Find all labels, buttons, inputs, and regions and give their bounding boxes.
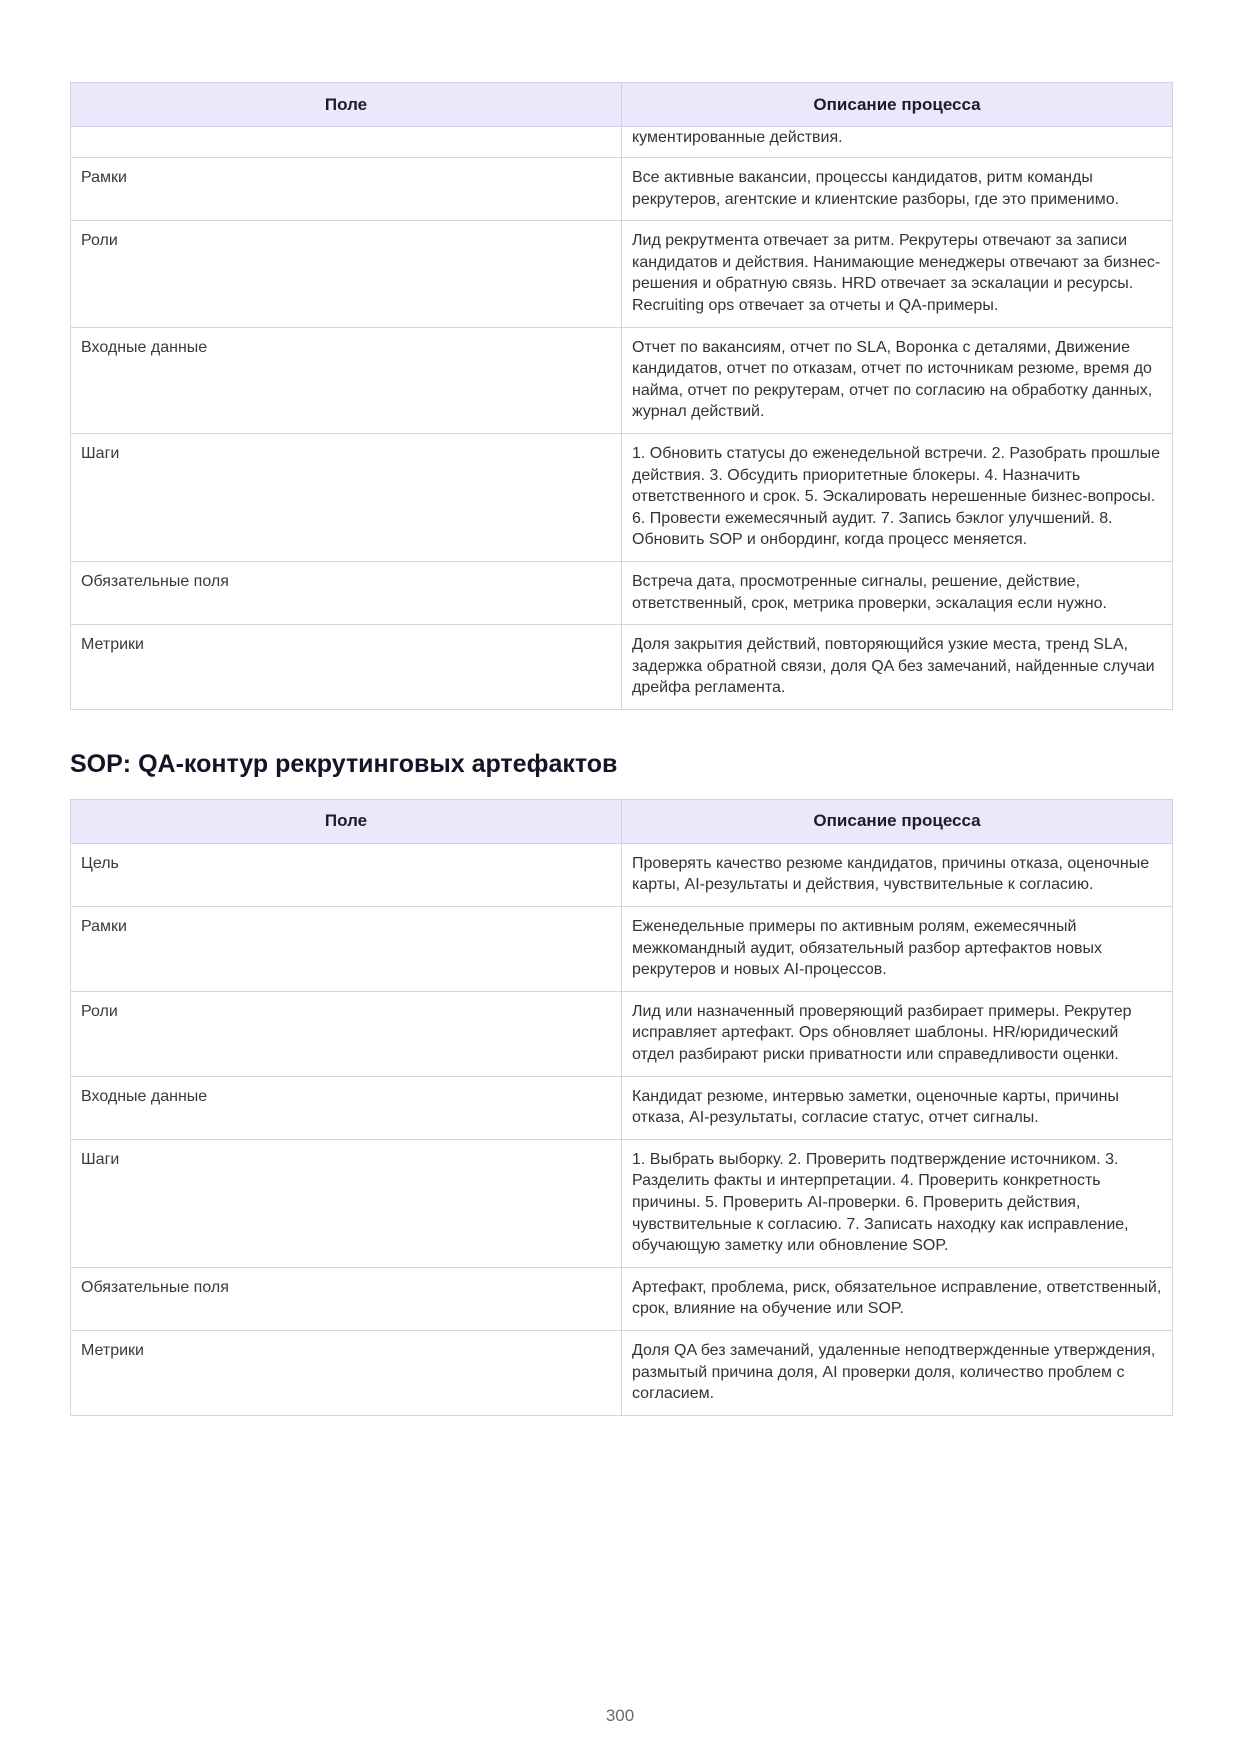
table-header-row	[71, 799, 1173, 843]
table-row	[71, 433, 1173, 561]
field-cell: Обязательные поля	[71, 1267, 622, 1330]
table-row	[71, 1076, 1173, 1139]
field-cell: Входные данные	[71, 1076, 622, 1139]
description-cell: кументированные действия.	[622, 127, 1173, 158]
header-description: Описание процесса	[622, 83, 1173, 127]
description-cell: Кандидат резюме, интервью заметки, оценочные карты, причины отказа, AI-результаты, согласие статус, отчет сигналы.	[622, 1076, 1173, 1139]
description-cell: Все активные вакансии, процессы кандидатов, ритм команды рекрутеров, агентские и клиентские разборы, где это применимо.	[622, 158, 1173, 221]
table-row	[71, 221, 1173, 327]
field-cell: Шаги	[71, 1139, 622, 1267]
table-row	[71, 158, 1173, 221]
field-cell: Обязательные поля	[71, 561, 622, 624]
field-cell: Рамки	[71, 158, 622, 221]
description-cell: Артефакт, проблема, риск, обязательное исправление, ответственный, срок, влияние на обучение или SOP.	[622, 1267, 1173, 1330]
field-cell: Роли	[71, 221, 622, 327]
header-field: Поле	[71, 83, 622, 127]
table-row	[71, 561, 1173, 624]
sop-table-2	[70, 799, 1173, 1416]
field-cell	[71, 127, 622, 158]
header-field: Поле	[71, 799, 622, 843]
description-cell: Отчет по вакансиям, отчет по SLA, Воронка с деталями, Движение кандидатов, отчет по отказам, отчет по источникам резюме, время до найма, отчет по рекрутерам, отчет по согласию на обработку данных, журнал действий.	[622, 327, 1173, 433]
document-page	[70, 82, 1172, 1416]
table-row	[71, 1330, 1173, 1415]
field-cell: Шаги	[71, 433, 622, 561]
field-cell: Входные данные	[71, 327, 622, 433]
description-cell: Проверять качество резюме кандидатов, причины отказа, оценочные карты, AI-результаты и действия, чувствительные к согласию.	[622, 843, 1173, 906]
description-cell: 1. Выбрать выборку. 2. Проверить подтверждение источником. 3. Разделить факты и интерпретации. 4. Проверить конкретность причины. 5. Проверить AI-проверки. 6. Проверить действия, чувствительные к согласию. 7. Записать находку как исправление, обучающую заметку или обновление SOP.	[622, 1139, 1173, 1267]
description-cell: 1. Обновить статусы до еженедельной встречи. 2. Разобрать прошлые действия. 3. Обсудить приоритетные блокеры. 4. Назначить ответственного и срок. 5. Эскалировать нерешенные бизнес-вопросы. 6. Провести ежемесячный аудит. 7. Запись бэклог улучшений. 8. Обновить SOP и онбординг, когда процесс меняется.	[622, 433, 1173, 561]
page-number: 300	[605, 1706, 635, 1725]
description-cell: Доля QA без замечаний, удаленные неподтвержденные утверждения, размытый причина доля, AI проверки доля, количество проблем с согласием.	[622, 1330, 1173, 1415]
table-row	[71, 843, 1173, 906]
description-cell: Еженедельные примеры по активным ролям, ежемесячный межкомандный аудит, обязательный разбор артефактов новых рекрутеров и новых AI-процессов.	[622, 907, 1173, 992]
description-cell: Лид или назначенный проверяющий разбирает примеры. Рекрутер исправляет артефакт. Ops обновляет шаблоны. HR/юридический отдел разбирают риски приватности или справедливости оценки.	[622, 991, 1173, 1076]
section-title: SOP: QA-контур рекрутинговых артефактов	[70, 749, 618, 778]
table-row	[71, 327, 1173, 433]
field-cell: Метрики	[71, 1330, 622, 1415]
field-cell: Метрики	[71, 625, 622, 710]
field-cell: Цель	[71, 843, 622, 906]
field-cell: Роли	[71, 991, 622, 1076]
description-cell: Лид рекрутмента отвечает за ритм. Рекрутеры отвечают за записи кандидатов и действия. Нанимающие менеджеры отвечают за бизнес-решения и обратную связь. HRD отвечает за эскалации и ресурсы. Recruiting ops отвечает за отчеты и QA-примеры.	[622, 221, 1173, 327]
table-row	[71, 907, 1173, 992]
table-row-continuation	[71, 127, 1173, 158]
table-row	[71, 1267, 1173, 1330]
field-cell: Рамки	[71, 907, 622, 992]
description-cell: Встреча дата, просмотренные сигналы, решение, действие, ответственный, срок, метрика проверки, эскалация если нужно.	[622, 561, 1173, 624]
table-row	[71, 991, 1173, 1076]
sop-table-1	[70, 82, 1173, 710]
description-cell: Доля закрытия действий, повторяющийся узкие места, тренд SLA, задержка обратной связи, доля QA без замечаний, найденные случаи дрейфа регламента.	[622, 625, 1173, 710]
table-row	[71, 625, 1173, 710]
header-description: Описание процесса	[622, 799, 1173, 843]
table-header-row	[71, 83, 1173, 127]
table-row	[71, 1139, 1173, 1267]
